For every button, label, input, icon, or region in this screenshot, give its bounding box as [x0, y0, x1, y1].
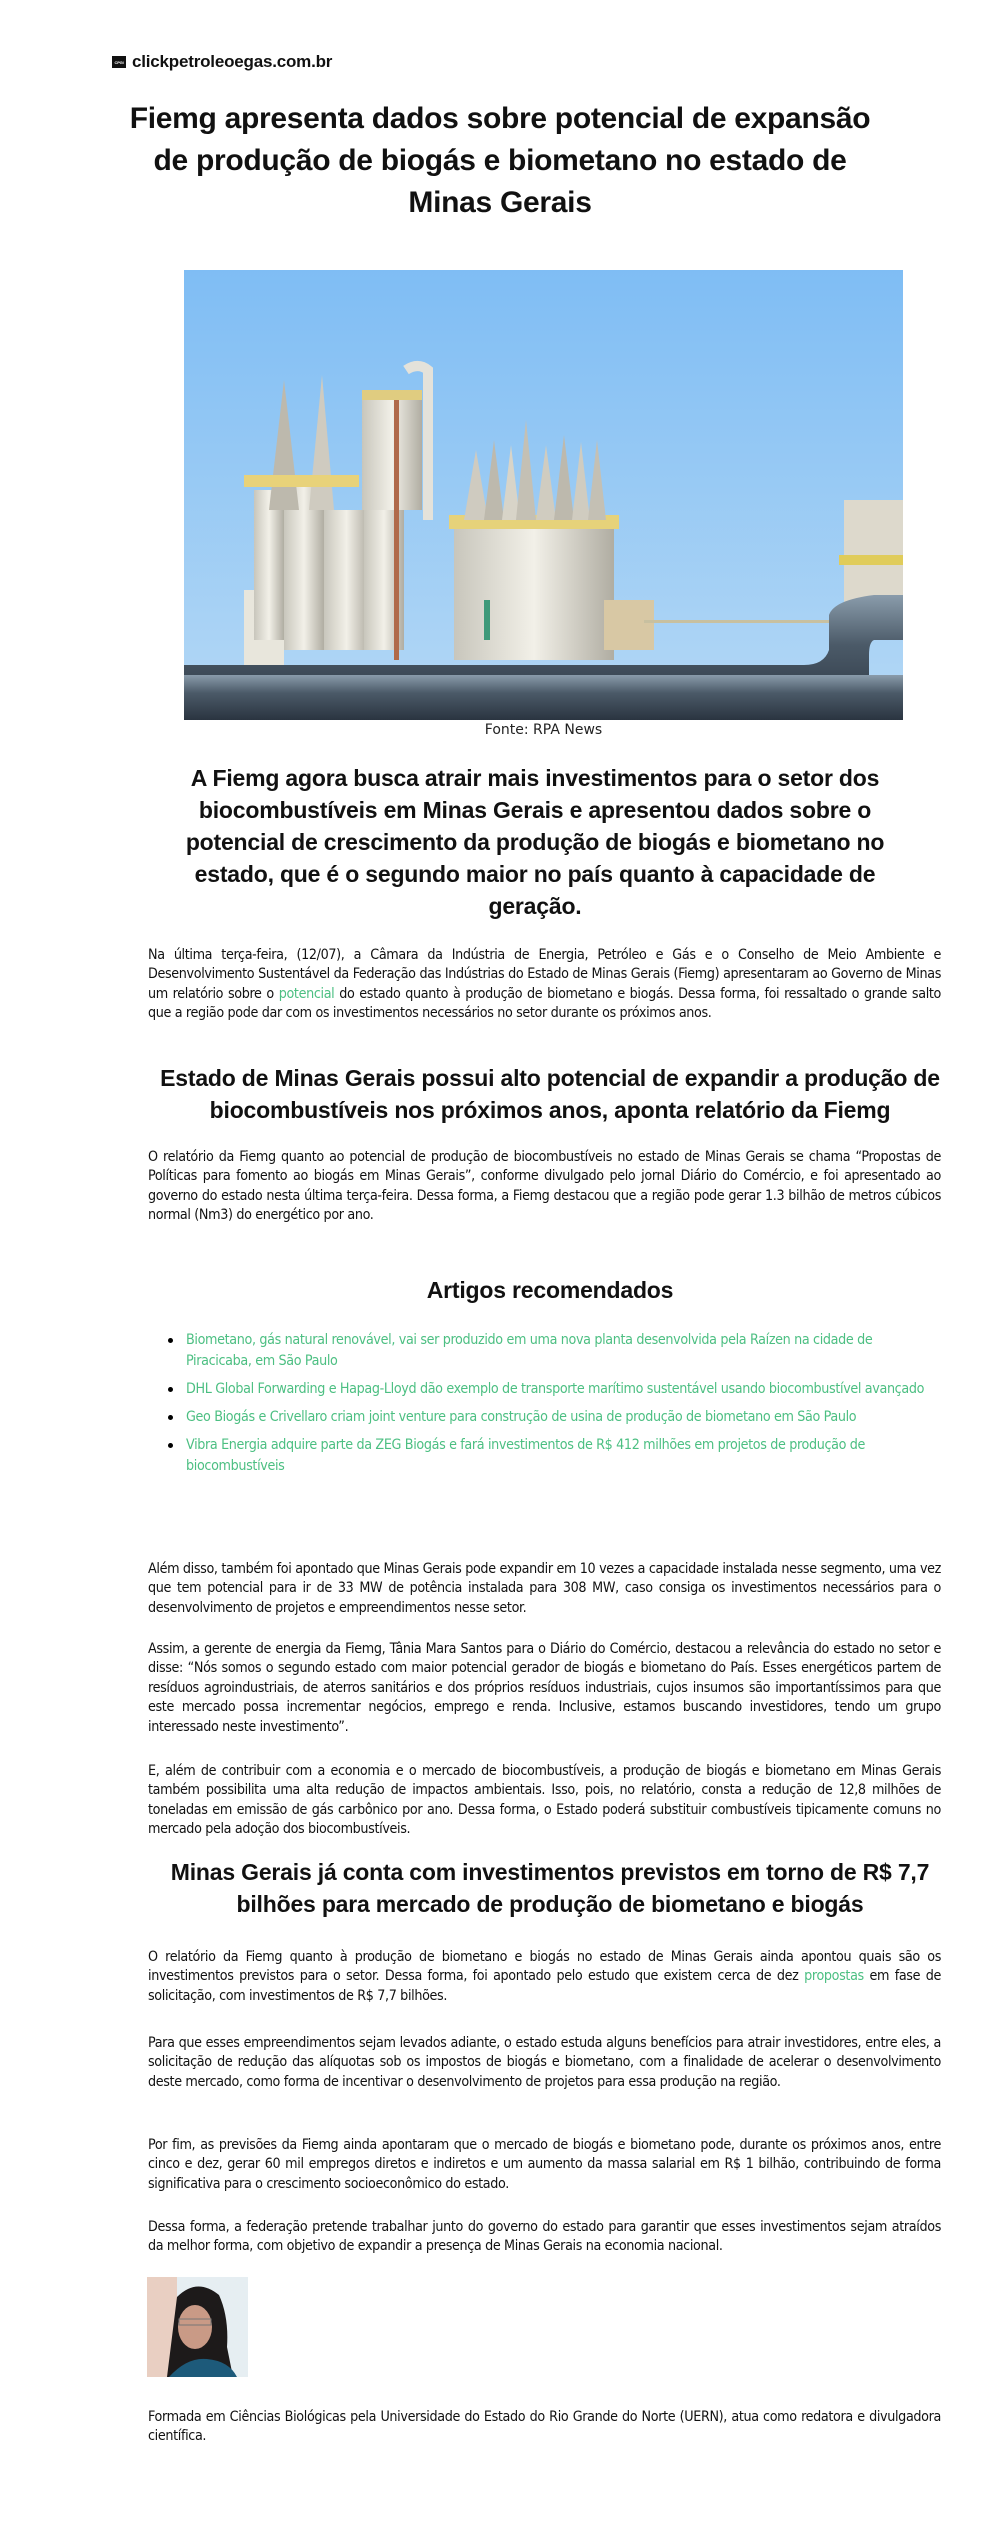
author-bio: Formada em Ciências Biológicas pela Universidade do Estado do Rio Grande do Norte (UERN), atua como redatora e divulgadora científica.	[148, 2409, 941, 2445]
paragraph-text: do estado quanto à produção de biometano e biogás. Dessa forma, foi ressaltado o grande salto que a região pode dar com os investimentos necessários no setor durante os próximos anos.	[148, 985, 941, 1022]
paragraph-7: Para que esses empreendimentos sejam levados adiante, o estado estuda alguns benefícios para atrair investidores, entre eles, a solicitação de redução das alíquotas sob os impostos de biogás e biometano, com a finalidade de acelerar o desenvolvimento deste mercado, como forma de incentivar o desenvolvimento de projetos para essa produção na região.	[148, 2035, 941, 2090]
paragraph-3: Além disso, também foi apontado que Minas Gerais pode expandir em 10 vezes a capacidade instalada nesse segmento, uma vez que tem potencial para ir de 33 MW de potência instalada para 308 MW, caso consiga os investimentos necessários para o desenvolvimento de projetos e empreendimentos nesse setor.	[148, 1561, 941, 1616]
hero-image	[184, 270, 903, 720]
paragraph-5: E, além de contribuir com a economia e o mercado de biocombustíveis, a produção de biogás e biometano em Minas Gerais também possibilita uma alta redução de impactos ambientais. Isso, pois, no relatório, consta a redução de 12,8 milhões de toneladas em emissão de gás carbônico por ano. Dessa forma, o Estado poderá substituir combustíveis tipicamente comuns no mercado pela adoção dos biocombustíveis.	[148, 1763, 941, 1838]
recommended-item[interactable]	[186, 1379, 926, 1400]
recommended-link[interactable]: Biometano, gás natural renovável, vai ser produzido em uma nova planta desenvolvida pela Raízen na cidade de Piracicaba, em São Paulo	[186, 1332, 873, 1369]
paragraph-text: O relatório da Fiemg quanto à produção de biometano e biogás no estado de Minas Gerais ainda apontou quais são os investimentos previstos para o setor. Dessa forma, foi apontado pelo estudo que existem cerca de dez	[148, 1949, 941, 1985]
recommended-link[interactable]: Vibra Energia adquire parte da ZEG Biogás e fará investimentos de R$ 412 milhões em projetos de produção de biocombustíveis	[186, 1437, 866, 1474]
recommended-list	[186, 1330, 926, 1484]
site-header[interactable]	[112, 52, 332, 72]
section-heading-2: Minas Gerais já conta com investimentos previstos em torno de R$ 7,7 bilhões para mercado de produção de biometano e biogás	[170, 1859, 930, 1917]
paragraph-8: Por fim, as previsões da Fiemg ainda apontaram que o mercado de biogás e biometano pode, durante os próximos anos, entre cinco e dez, gerar 60 mil empregos diretos e indiretos e um aumento da massa salarial em R$ 1 bilhão, contribuindo de forma significativa para o crescimento socioeconômico do estado.	[148, 2137, 941, 2192]
recommended-link[interactable]: Geo Biogás e Crivellaro criam joint venture para construção de usina de produção de biometano em São Paulo	[186, 1409, 857, 1425]
paragraph-4: Assim, a gerente de energia da Fiemg, Tânia Mara Santos para o Diário do Comércio, destacou a relevância do estado no setor e disse: “Nós somos o segundo estado com maior potencial gerador de biogás e biometano do País. Esses energéticos partem de resíduos agroindustriais, de aterros sanitários e dos próprios resíduos industriais, cujos insumos são importantíssimos para que este mercado possa incrementar negócios, emprego e renda. Inclusive, estamos buscando investidores, tendo um grupo interessado neste investimento”.	[148, 1641, 941, 1735]
paragraph-9: Dessa forma, a federação pretende trabalhar junto do governo do estado para garantir que esses investimentos sejam atraídos da melhor forma, com objetivo de expandir a presença de Minas Gerais na economia nacional.	[148, 2219, 941, 2255]
recommended-item[interactable]	[186, 1407, 926, 1428]
paragraph-1	[148, 946, 941, 1024]
author-photo	[147, 2277, 248, 2377]
site-domain[interactable]: clickpetroleoegas.com.br	[132, 52, 333, 71]
section-heading-1: Estado de Minas Gerais possui alto potencial de expandir a produção de biocombustíveis nos próximos anos, aponta relatório da Fiemg	[160, 1065, 940, 1123]
potencial-link[interactable]: potencial	[278, 985, 335, 1002]
paragraph-text: em fase de solicitação, com investimentos de R$ 7,7 bilhões.	[148, 1968, 941, 2004]
paragraph-2: O relatório da Fiemg quanto ao potencial de produção de biocombustíveis no estado de Minas Gerais se chama “Propostas de Políticas para fomento ao biogás em Minas Gerais”, conforme divulgado pelo jornal Diário do Comércio, e foi apresentado ao governo do estado nesta última terça-feira. Dessa forma, a Fiemg destacou que a região pode gerar 1.3 bilhão de metros cúbicos normal (Nm3) do energético por ano.	[148, 1149, 941, 1224]
biogas-plant-illustration	[184, 270, 903, 720]
recommended-heading: Artigos recomendados	[426, 1277, 674, 1303]
article-title: Fiemg apresenta dados sobre potencial de expansão de produção de biogás e biometano no estado de Minas Gerais	[129, 102, 871, 219]
recommended-item[interactable]	[186, 1435, 926, 1477]
image-caption: Fonte: RPA News	[484, 722, 603, 738]
propostas-link[interactable]: propostas	[804, 1968, 864, 1985]
recommended-item[interactable]	[186, 1330, 926, 1372]
article-lead: A Fiemg agora busca atrair mais investimentos para o setor dos biocombustíveis em Minas Gerais e apresentou dados sobre o potencial de crescimento da produção de biogás e biometano no estado, que é o segundo maior no país quanto à capacidade de geração.	[185, 765, 885, 919]
paragraph-text: Na última terça-feira, (12/07), a Câmara da Indústria de Energia, Petróleo e Gás e o Conselho de Meio Ambiente e Desenvolvimento Sustentável da Federação das Indústrias do Estado de Minas Gerais (Fiemg) apresentaram ao Governo de Minas um relatório sobre o	[148, 947, 941, 1002]
recommended-link[interactable]: DHL Global Forwarding e Hapag-Lloyd dão exemplo de transporte marítimo sustentável usando biocombustível avançado	[186, 1381, 925, 1397]
paragraph-6	[148, 1948, 941, 2006]
author-avatar	[147, 2277, 248, 2377]
site-logo-icon: CPGI	[112, 56, 126, 68]
